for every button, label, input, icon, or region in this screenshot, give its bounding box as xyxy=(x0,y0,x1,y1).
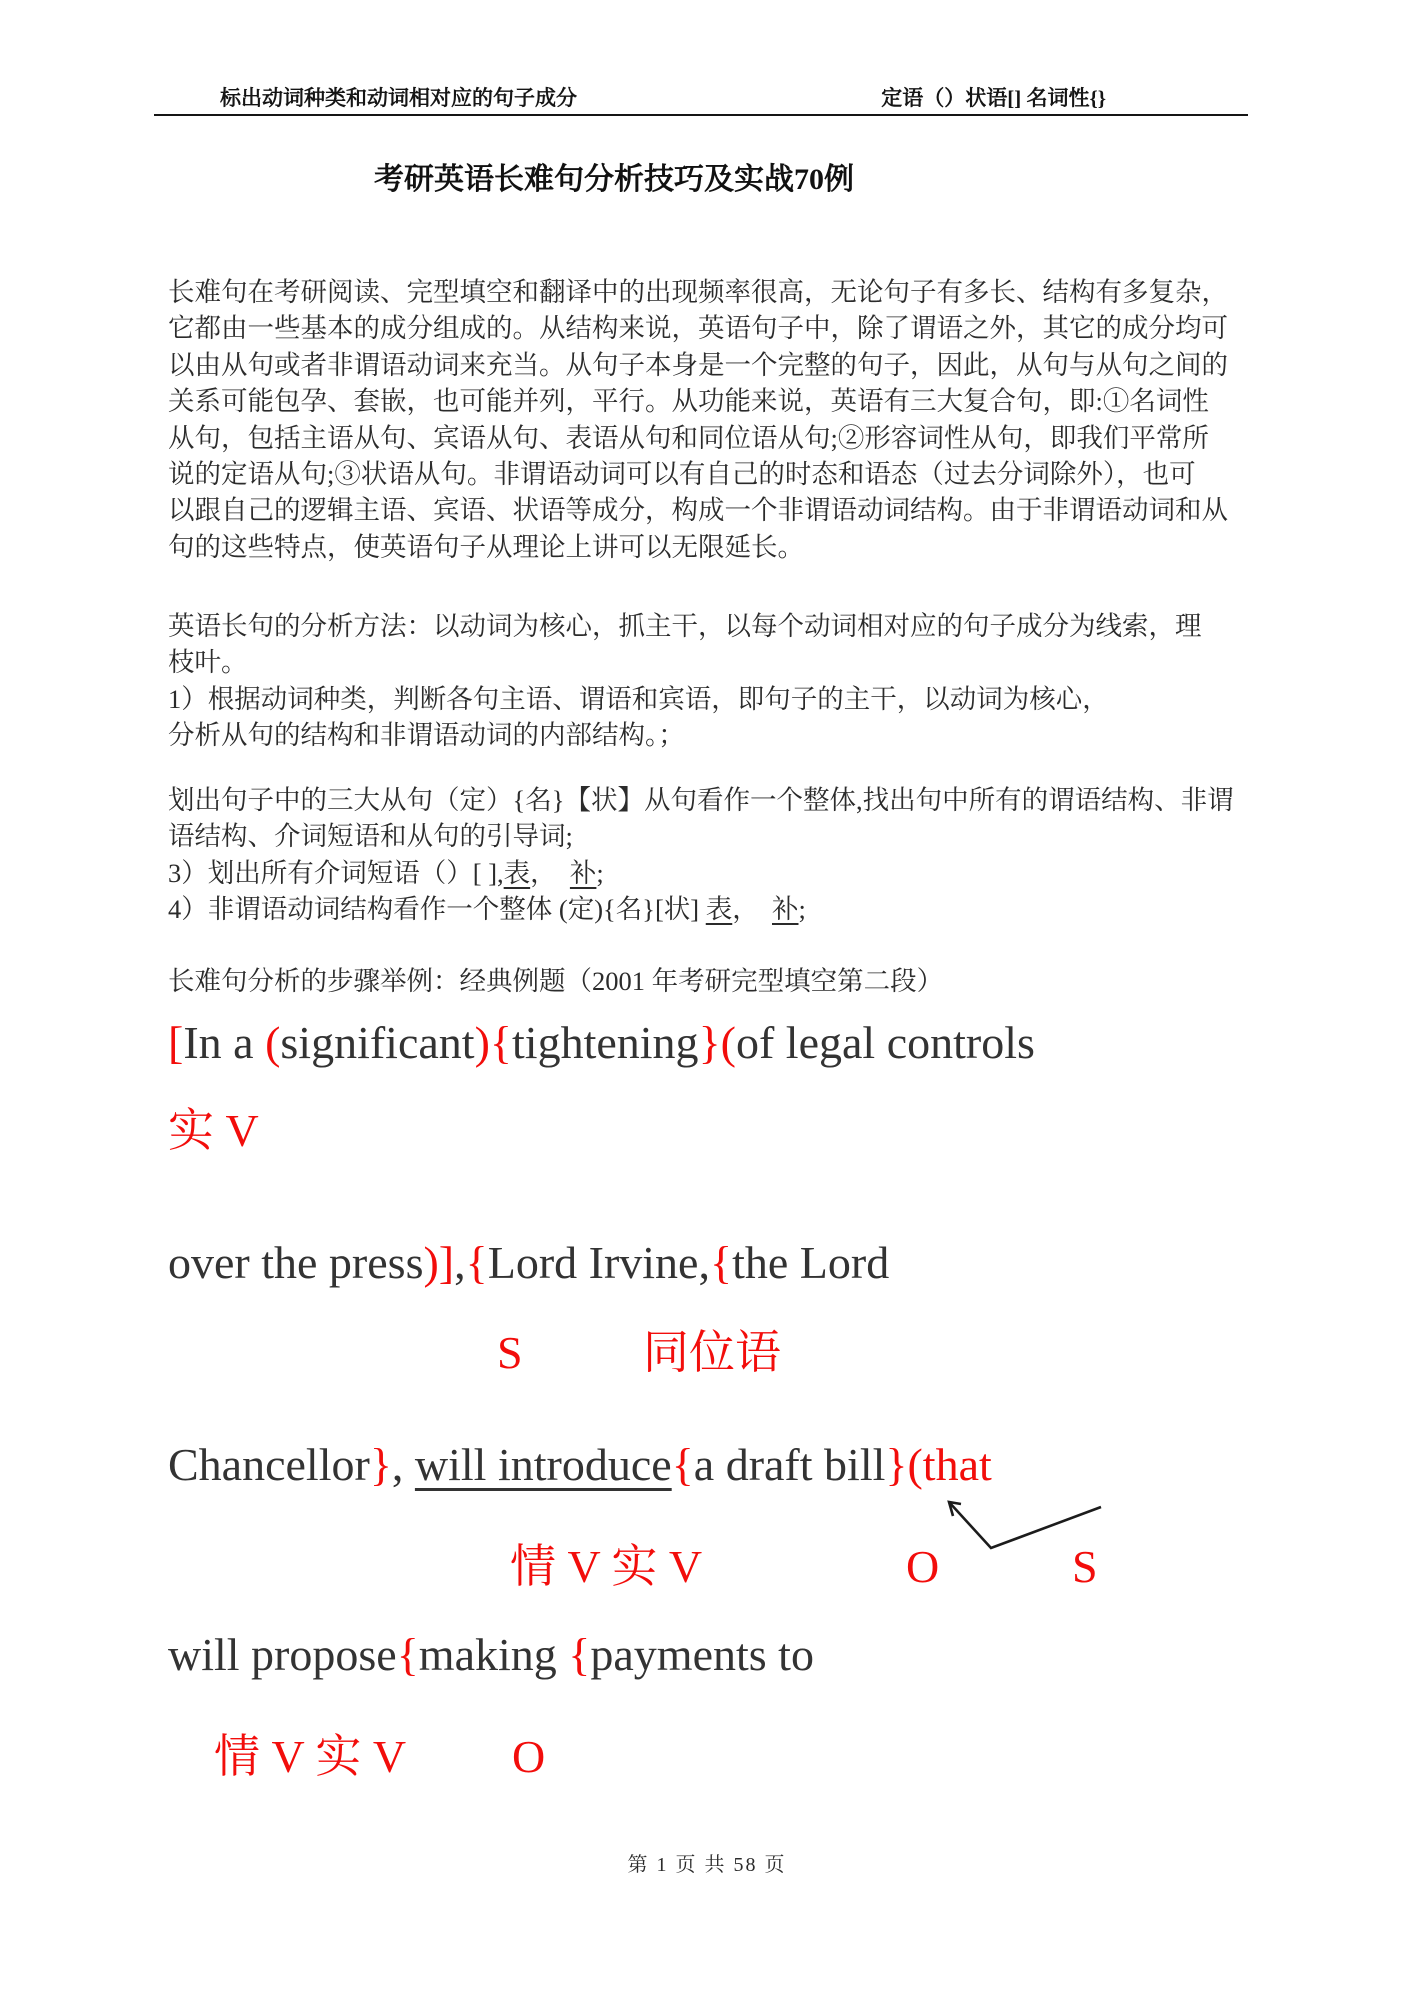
object-tag: O xyxy=(906,1541,940,1592)
verb-tag-qing-v-shi-v: 情 V 实 V xyxy=(510,1541,703,1592)
example-line-1 xyxy=(168,1012,1035,1074)
body-line: 英语长句的分析方法：以动词为核心，抓主干，以每个动词相对应的句子成分为线索，理 xyxy=(168,611,1202,641)
sentence-text: making xyxy=(418,1629,569,1680)
sentence-text: In a xyxy=(183,1017,266,1068)
header-left-text: 标出动词种类和动词相对应的句子成分 xyxy=(220,86,577,110)
object-tag: O xyxy=(512,1731,546,1782)
sentence-text: tightening xyxy=(512,1017,699,1068)
sentence-text: the Lord xyxy=(732,1237,890,1288)
body-line: 分析从句的结构和非谓语动词的内部结构。； xyxy=(168,720,685,751)
paragraph-intro xyxy=(168,274,1228,565)
bracket: } xyxy=(698,1017,721,1068)
sentence-text: a draft bill xyxy=(693,1439,886,1490)
page-number: 第 1 页 共 58 页 xyxy=(627,1854,787,1876)
body-line: 1）根据动词种类，判断各句主语、谓语和宾语，即句子的主干，以动词为核心， xyxy=(168,683,1109,714)
bracket: { xyxy=(489,1017,513,1068)
page-header xyxy=(154,80,1248,116)
subject-tag: S xyxy=(497,1327,523,1378)
page-title: 考研英语长难句分析技巧及实战70例 xyxy=(374,163,854,196)
step3-end: ; xyxy=(596,857,604,888)
bracket: { xyxy=(671,1439,694,1490)
paragraph-method xyxy=(168,608,1202,754)
bracket: { xyxy=(465,1237,488,1288)
body-line: 语结构、介词短语和从句的引导词; xyxy=(168,821,573,852)
sentence-text: Lord Irvine, xyxy=(487,1237,710,1288)
sentence-text: Chancellor xyxy=(168,1439,370,1490)
verb-tag-shi-v: 实 V xyxy=(168,1105,259,1156)
body-line: 说的定语从句;③状语从句。非谓语动词可以有自己的时态和语态（过去分词除外），也可 xyxy=(168,459,1196,490)
apposition-tag: 同位语 xyxy=(643,1327,781,1378)
body-line: 划出句子中的三大从句（定）{名}【状】从句看作一个整体,找出句中所有的谓语结构、非谓 xyxy=(168,785,1234,815)
example-line-2 xyxy=(168,1232,889,1294)
sentence-text: of legal controls xyxy=(735,1017,1035,1068)
body-line: 以由从句或者非谓语动词来充当。从句子本身是一个完整的句子，因此，从句与从句之间的 xyxy=(168,349,1228,380)
example-line-4 xyxy=(168,1624,814,1686)
body-line xyxy=(168,891,1234,927)
paragraph-steps xyxy=(168,782,1234,928)
example-intro: 长难句分析的步骤举例：经典例题（2001 年考研完型填空第二段） xyxy=(168,966,944,996)
bracket: } xyxy=(885,1439,908,1490)
step4-bu-underlined: 补 xyxy=(772,894,799,925)
step4-biao-underlined: 表 xyxy=(705,894,733,925)
body-line: 以跟自己的逻辑主语、宾语、状语等成分，构成一个非谓语动词结构。由于非谓语动词和从 xyxy=(168,495,1228,526)
step3-text: 3）划出所有介词短语（）[ ], xyxy=(168,857,504,888)
step3-sep: ， xyxy=(530,857,570,888)
subject-tag: S xyxy=(1072,1541,1098,1592)
sentence-text: over the press xyxy=(168,1237,424,1288)
header-right-legend: 定语（）状语[] 名词性{} xyxy=(881,86,1106,110)
bracket: ( xyxy=(265,1017,281,1068)
example-line-3 xyxy=(168,1434,992,1496)
body-line: 从句，包括主语从句、宾语从句、表语从句和同位语从句;②形容词性从句，即我们平常所 xyxy=(168,422,1209,453)
step4-sep: ， xyxy=(732,894,772,925)
sentence-text: payments to xyxy=(590,1629,814,1680)
sentence-text: , xyxy=(391,1439,415,1490)
bracket: [ xyxy=(168,1017,184,1068)
body-line: 枝叶。 xyxy=(168,647,248,678)
body-line: 它都由一些基本的成分组成的。从结构来说，英语句子中，除了谓语之外，其它的成分均可 xyxy=(168,313,1228,344)
bracket: ( xyxy=(720,1017,736,1068)
predicate-underlined: will introduce xyxy=(414,1439,672,1490)
body-line: 关系可能包孕、套嵌，也可能并列，平行。从功能来说，英语有三大复合句，即:①名词性 xyxy=(168,386,1209,417)
bracket: ) xyxy=(474,1017,490,1068)
sentence-text: significant xyxy=(280,1017,475,1068)
step3-biao-underlined: 表 xyxy=(503,857,531,888)
body-line xyxy=(168,855,1234,891)
step4-text: 4）非谓语动词结构看作一个整体 (定){名}[状] xyxy=(168,894,706,925)
bracket: )] xyxy=(423,1237,455,1288)
bracket: } xyxy=(369,1439,392,1490)
bracket: { xyxy=(709,1237,733,1288)
bracket-that: (that xyxy=(907,1439,992,1490)
sentence-text: will propose xyxy=(168,1629,397,1680)
body-line: 句的这些特点，使英语句子从理论上讲可以无限延长。 xyxy=(168,531,804,562)
bracket: { xyxy=(396,1629,419,1680)
step3-bu-underlined: 补 xyxy=(569,857,597,888)
step4-end: ; xyxy=(798,894,806,925)
body-line: 长难句在考研阅读、完型填空和翻译中的出现频率很高，无论句子有多长、结构有多复杂， xyxy=(168,277,1228,307)
bracket: { xyxy=(568,1629,591,1680)
verb-tag-qing-v-shi-v: 情 V 实 V xyxy=(214,1731,407,1782)
sentence-text: , xyxy=(454,1237,466,1288)
